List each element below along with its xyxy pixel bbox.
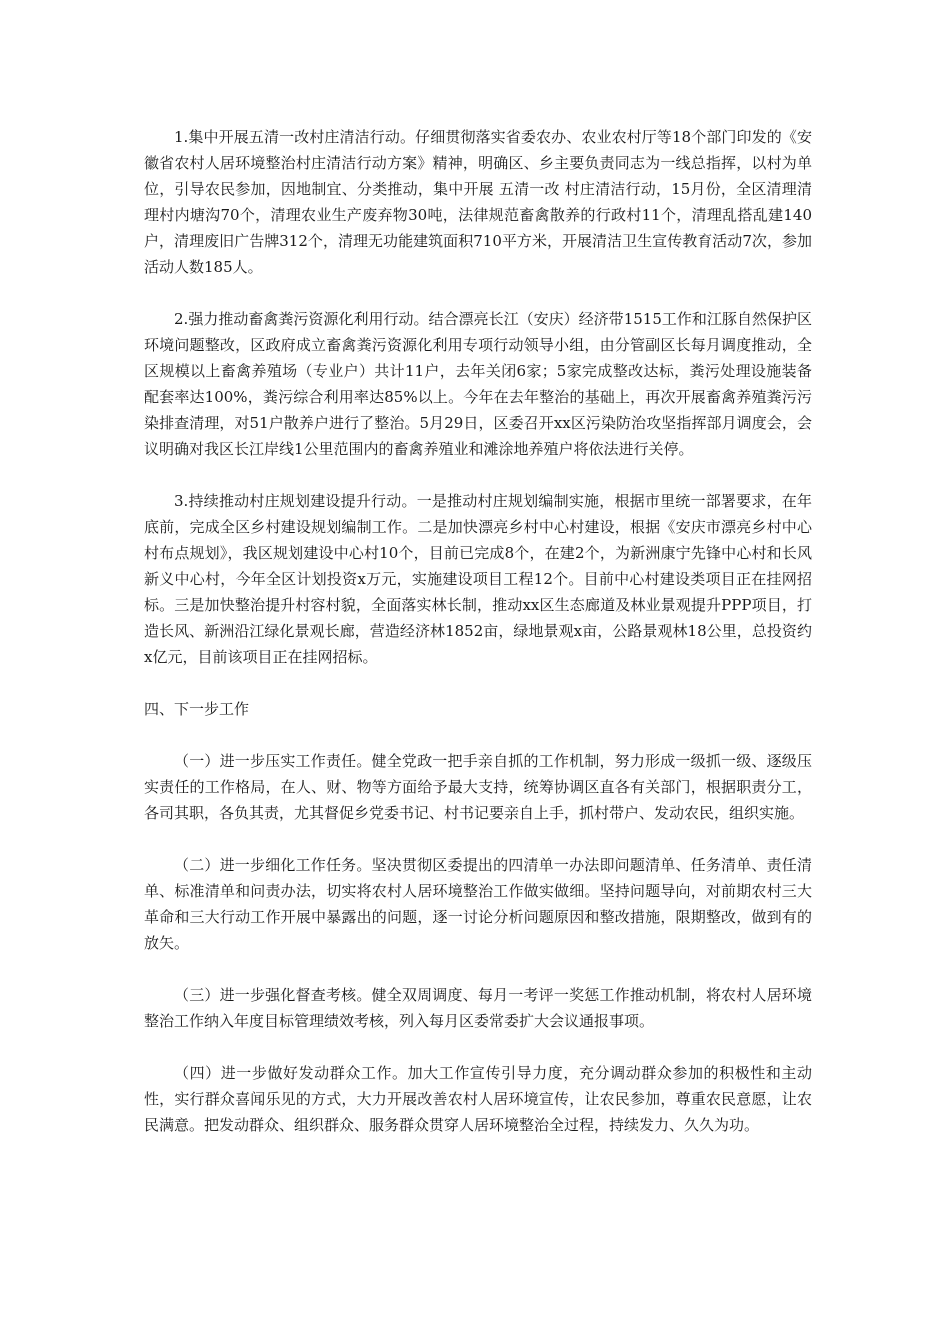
paragraph-next-step-3: （三）进一步强化督查考核。健全双周调度、每月一考评一奖惩工作推动机制，将农村人居环境整治工作纳入年度目标管理绩效考核，列入每月区委常委扩大会议通报事项。 — [144, 986, 812, 1030]
paragraph-village-cleaning: 1.集中开展五清一改村庄清洁行动。仔细贯彻落实省委农办、农业农村厅等18个部门印发的《安徽省农村人居环境整治村庄清洁行动方案》精神，明确区、乡主要负责同志为一线总指挥，以村为单位，引导农民参加，因地制宜、分类推动，集中开展 五清一改 村庄清洁行动，15月份，全区清理清理村内塘沟70个，清理农业生产废弃物30吨，法律规范畜禽散养的行政村11个，清理乱搭乱建140户，清理废旧广告牌312个，清理无功能建筑面积710平方米，开展清洁卫生宣传教育活动7次，参加活动人数185人。 — [144, 128, 812, 276]
paragraph-village-planning: 3.持续推动村庄规划建设提升行动。一是推动村庄规划编制实施，根据市里统一部署要求，在年底前，完成全区乡村建设规划编制工作。二是加快漂亮乡村中心村建设，根据《安庆市漂亮乡村中心村布点规划》，我区规划建设中心村10个，目前已完成8个，在建2个，为新洲康宁先锋中心村和长风新义中心村，今年全区计划投资x万元，实施建设项目工程12个。目前中心村建设类项目正在挂网招标。三是加快整治提升村容村貌，全面落实林长制，推动xx区生态廊道及林业景观提升PPP项目，打造长风、新洲沿江绿化景观长廊，营造经济林1852亩，绿地景观x亩，公路景观林18公里，总投资约x亿元，目前该项目正在挂网招标。 — [144, 492, 812, 666]
paragraph-next-step-2: （二）进一步细化工作任务。坚决贯彻区委提出的四清单一办法即问题清单、任务清单、责任清单、标准清单和问责办法，切实将农村人居环境整治工作做实做细。坚持问题导向，对前期农村三大革命和三大行动工作开展中暴露出的问题，逐一讨论分析问题原因和整改措施，限期整改，做到有的放矢。 — [144, 856, 812, 952]
section-heading-next-steps: 四、下一步工作 — [144, 700, 250, 718]
paragraph-next-step-4: （四）进一步做好发动群众工作。加大工作宣传引导力度，充分调动群众参加的积极性和主动性，实行群众喜闻乐见的方式，大力开展改善农村人居环境宣传，让农民参加，尊重农民意愿，让农民满意。把发动群众、组织群众、服务群众贯穿人居环境整治全过程，持续发力、久久为功。 — [144, 1064, 812, 1134]
paragraph-livestock-waste: 2.强力推动畜禽粪污资源化利用行动。结合漂亮长江（安庆）经济带1515工作和江豚自然保护区环境问题整改，区政府成立畜禽粪污资源化利用专项行动领导小组，由分管副区长每月调度推动，全区规模以上畜禽养殖场（专业户）共计11户，去年关闭6家；5家完成整改达标，粪污处理设施装备配套率达100%，粪污综合利用率达85%以上。今年在去年整治的基础上，再次开展畜禽养殖粪污污染排查清理，对51户散养户进行了整治。5月29日，区委召开xx区污染防治攻坚指挥部月调度会，会议明确对我区长江岸线1公里范围内的畜禽养殖业和滩涂地养殖户将依法进行关停。 — [144, 310, 812, 458]
paragraph-next-step-1: （一）进一步压实工作责任。健全党政一把手亲自抓的工作机制，努力形成一级抓一级、逐级压实责任的工作格局，在人、财、物等方面给予最大支持，统筹协调区直各有关部门，根据职责分工，各司其职，各负其责，尤其督促乡党委书记、村书记要亲自上手，抓村带户、发动农民，组织实施。 — [144, 752, 812, 822]
document-body — [144, 124, 812, 1164]
